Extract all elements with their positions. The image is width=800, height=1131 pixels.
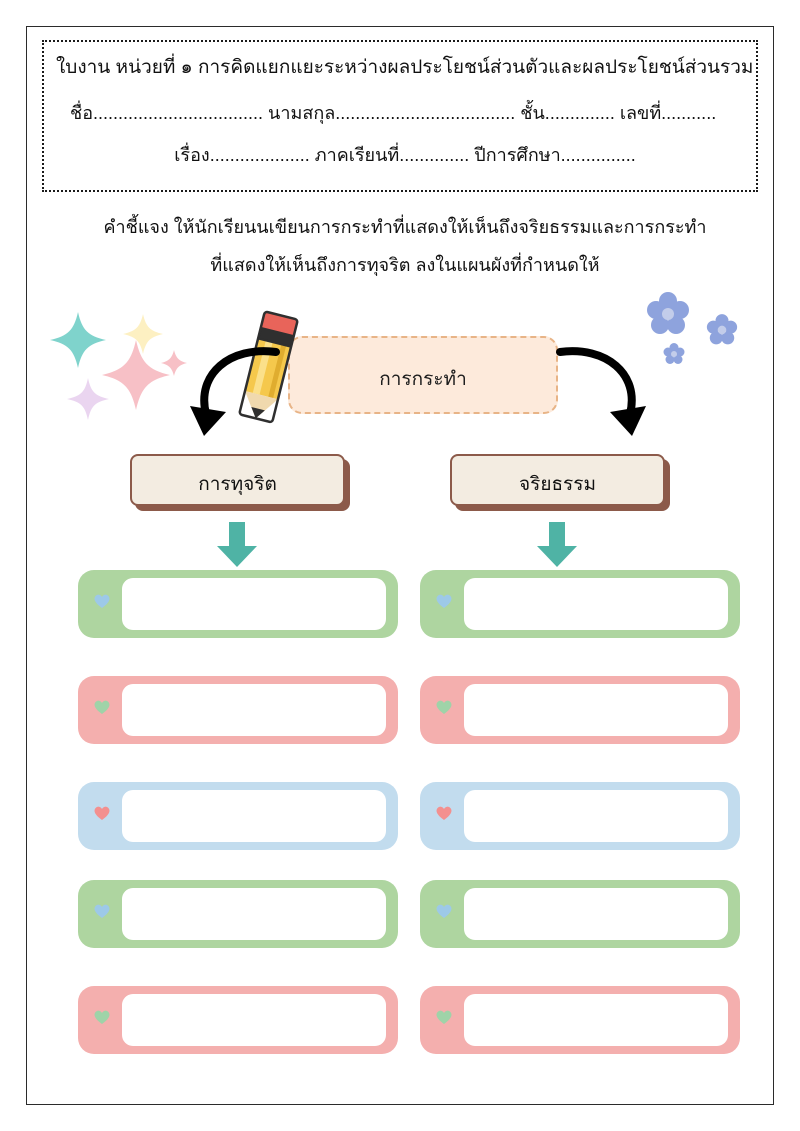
down-arrow-left-icon [216, 522, 258, 568]
header-info-box [42, 40, 758, 192]
heart-icon [435, 592, 453, 610]
answer-box-left-2[interactable] [78, 676, 398, 744]
heart-icon [435, 698, 453, 716]
heart-icon [435, 804, 453, 822]
root-action-box [288, 336, 558, 414]
answer-input-area[interactable] [122, 790, 386, 842]
answer-input-area[interactable] [122, 684, 386, 736]
category-label-corruption: การทุจริต [198, 474, 277, 495]
answer-input-area[interactable] [464, 994, 728, 1046]
heart-icon [93, 902, 111, 920]
answer-input-area[interactable] [122, 994, 386, 1046]
answer-box-left-3[interactable] [78, 782, 398, 850]
answer-input-area[interactable] [464, 684, 728, 736]
category-label-ethics: จริยธรรม [518, 474, 596, 495]
answer-box-left-1[interactable] [78, 570, 398, 638]
page-title: ใบงาน หน่วยที่ ๑ การคิดแยกแยะระหว่างผลประโยชน์ส่วนตัวและผลประโยชน์ส่วนรวม [56, 57, 754, 78]
heart-icon [93, 592, 111, 610]
answer-box-left-5[interactable] [78, 986, 398, 1054]
heart-icon [435, 1008, 453, 1026]
subject-term-line: เรื่อง.................... ภาคเรียนที่.............. ปีการศึกษา............... [174, 145, 636, 165]
answer-box-right-2[interactable] [420, 676, 740, 744]
answer-input-area[interactable] [464, 578, 728, 630]
answer-input-area[interactable] [122, 888, 386, 940]
heart-icon [93, 1008, 111, 1026]
answer-box-left-4[interactable] [78, 880, 398, 948]
down-arrow-right-icon [536, 522, 578, 568]
category-box-corruption [130, 454, 345, 506]
answer-box-right-1[interactable] [420, 570, 740, 638]
answer-input-area[interactable] [464, 888, 728, 940]
answer-box-right-3[interactable] [420, 782, 740, 850]
answer-box-right-4[interactable] [420, 880, 740, 948]
heart-icon [435, 902, 453, 920]
heart-icon [93, 698, 111, 716]
instruction-line-2: ที่แสดงให้เห็นถึงการทุจริต ลงในแผนผังที่กำหนดให้ [210, 255, 600, 275]
heart-icon [93, 804, 111, 822]
answer-box-right-5[interactable] [420, 986, 740, 1054]
instruction-line-1: คำชี้แจง ให้นักเรียนนเขียนการกระทำที่แสดงให้เห็นถึงจริยธรรมและการกระทำ [103, 217, 707, 237]
answer-input-area[interactable] [464, 790, 728, 842]
instruction-text [60, 208, 750, 284]
answer-input-area[interactable] [122, 578, 386, 630]
category-box-ethics [450, 454, 665, 506]
student-info-line: ชื่อ.................................. นามสกุล.................................... ชั้น.............. เลขที่........... [70, 103, 717, 123]
root-action-label: การกระทำ [379, 369, 467, 390]
